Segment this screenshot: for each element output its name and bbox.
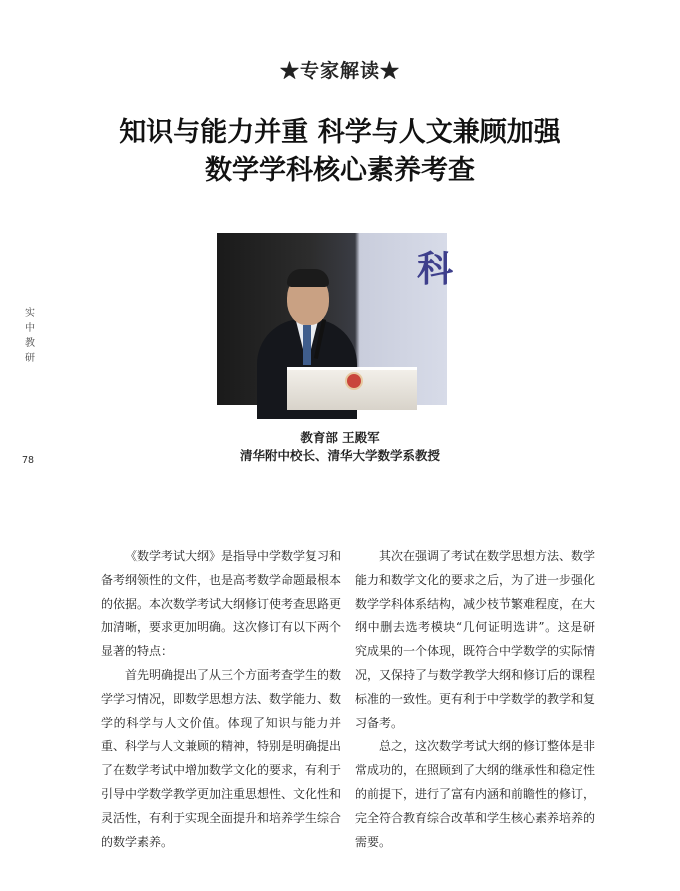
title-line-2: 数学学科核心素养考查 [205, 155, 475, 186]
article-title [0, 114, 680, 190]
speaker-tie [303, 325, 311, 365]
side-label-char: 教 [25, 338, 35, 349]
author-name: 教育部 王殿军 [300, 430, 380, 445]
screen-text: 科 [416, 249, 453, 290]
speaker-photo [217, 233, 453, 405]
emblem-icon [345, 372, 363, 390]
paragraph: 总之，这次数学考试大纲的修订整体是非常成功的，在照顾到了大纲的继承性和稳定性的前提下，进行了富有内涵和前瞻性的修订，完全符合教育综合改革和学生核心素养培养的需要。 [355, 739, 596, 849]
side-label-char: 中 [25, 323, 35, 334]
paragraph: 《数学考试大纲》是指导中学数学复习和备考纲领性的文件，也是高考数学命题最根本的依据。本次数学考试大纲修订使考查思路更加清晰，要求更加明确。这次修订有以下两个显著的特点： [101, 549, 342, 659]
section-tag: ★专家解读★ [279, 60, 400, 82]
paragraph: 其次在强调了考试在数学思想方法、数学能力和数学文化的要求之后，为了进一步强化数学学科体系结构，减少枝节繁难程度，在大纲中删去选考模块“几何证明选讲”。这是研究成果的一个体现，既符合中学数学的实际情况，又保持了与数学教学大纲和修订后的课程标准的一致性。更有利于中学数学的教学和复习备考。 [355, 549, 596, 730]
title-line-1: 知识与能力并重 科学与人文兼顾加强 [119, 117, 561, 148]
article-column-right [355, 545, 595, 854]
journal-side-label [25, 306, 39, 366]
paragraph: 首先明确提出了从三个方面考查学生的数学学习情况，即数学思想方法、数学能力、数学的科学与人文价值。体现了知识与能力并重、科学与人文兼顾的精神，特别是明确提出了在数学考试中增加数学文化的要求，有利于引导中学数学教学更加注重思想性、文化性和灵活性，有利于实现全面提升和培养学生综合的数学素养。 [101, 667, 342, 849]
side-label-char: 实 [25, 308, 35, 319]
speaker-hair [287, 269, 329, 287]
author-position: 清华附中校长、清华大学数学系教授 [239, 448, 440, 463]
page-number: 78 [22, 455, 35, 466]
side-label-char: 研 [25, 353, 35, 364]
article-column-left [101, 545, 341, 854]
